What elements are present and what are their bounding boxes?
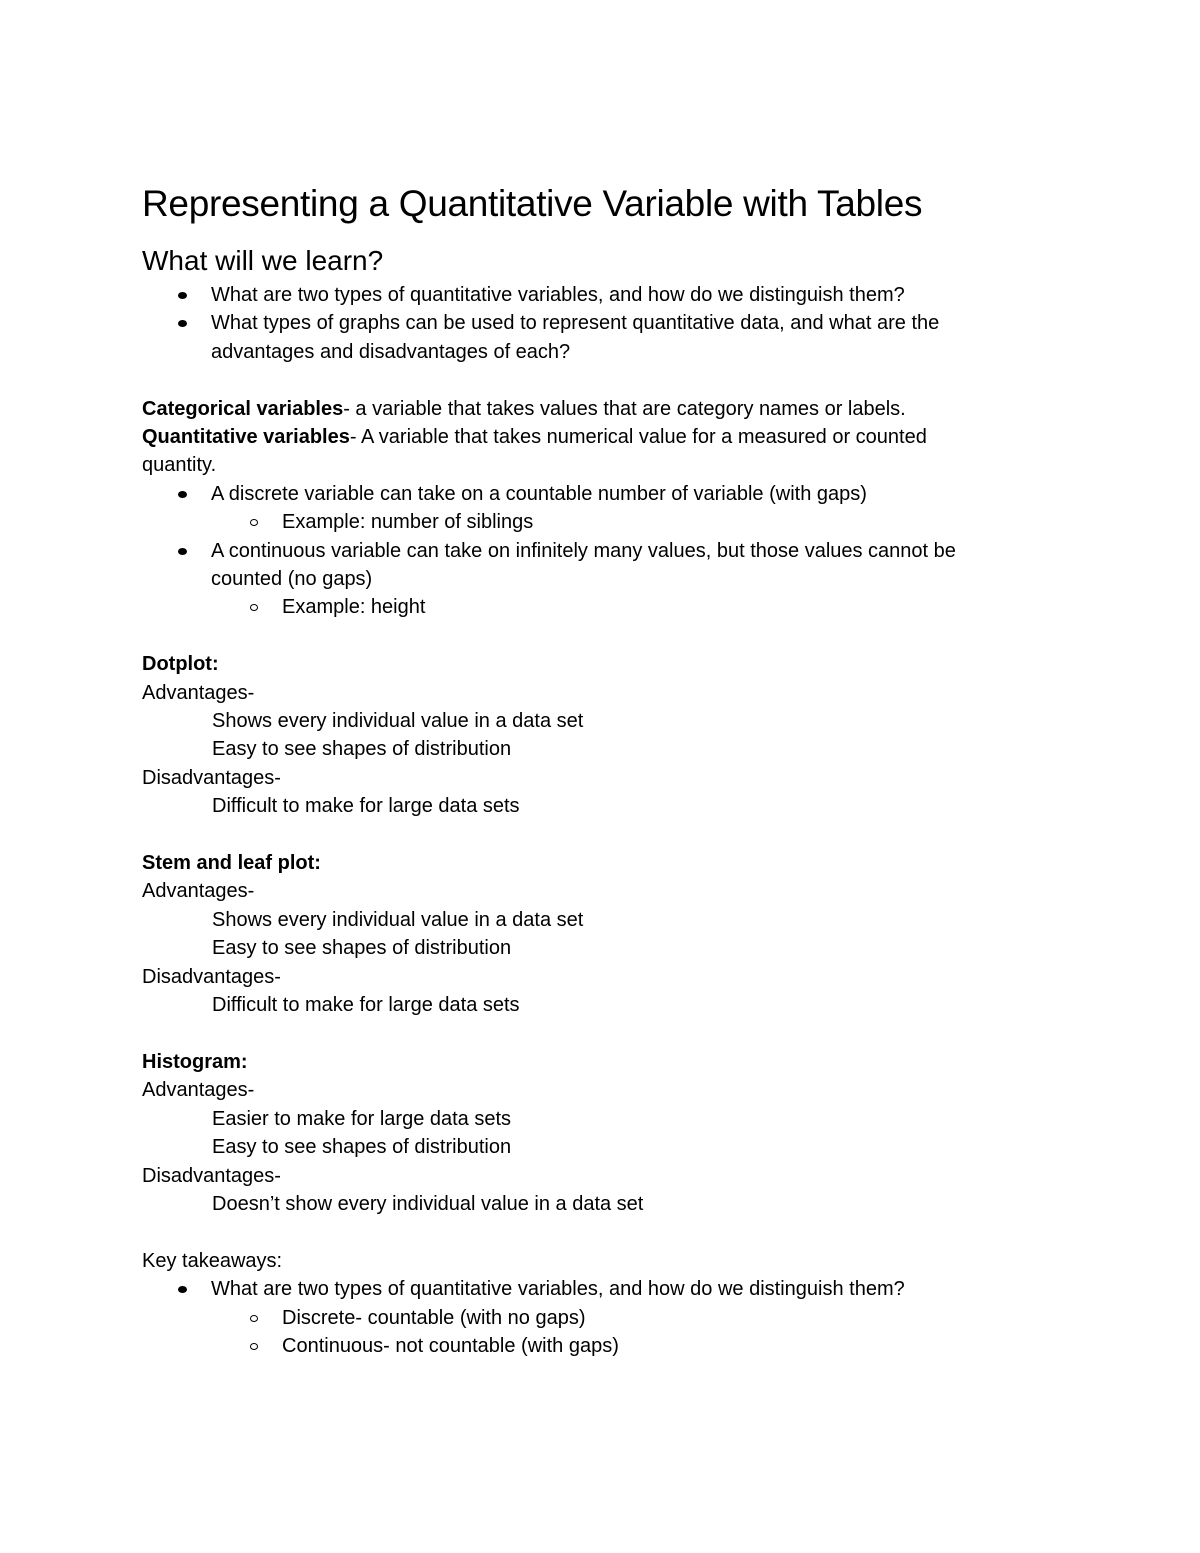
learn-heading: What will we learn? xyxy=(142,245,384,276)
advantages-label: Advantages- xyxy=(142,880,255,903)
bullet-dot-icon xyxy=(178,320,187,327)
disadvantage-item: Doesn’t show every individual value in a data set xyxy=(212,1192,644,1215)
advantage-item: Easy to see shapes of distribution xyxy=(212,937,512,960)
learn-bullet-1: What are two types of quantitative variables, and how do we distinguish them? xyxy=(142,281,1042,309)
bullet-dot-icon xyxy=(178,292,187,299)
takeaway-bullet: What are two types of quantitative variables, and how do we distinguish them? xyxy=(142,1275,1042,1303)
advantage-item: Easy to see shapes of distribution xyxy=(212,738,512,761)
takeaway-answer-discrete: Discrete- countable (with no gaps) xyxy=(142,1304,1042,1332)
continuous-bullet: A continuous variable can take on infinitely many values, but those values cannot be counted (no gaps) xyxy=(142,537,1042,594)
advantages-label: Advantages- xyxy=(142,681,255,704)
disadvantages-label: Disadvantages- xyxy=(142,766,281,789)
dotplot-heading: Dotplot: xyxy=(142,653,219,676)
disadvantage-item: Difficult to make for large data sets xyxy=(212,795,520,818)
advantage-item: Shows every individual value in a data set xyxy=(212,908,584,931)
discrete-example: Example: number of siblings xyxy=(142,508,1042,536)
bullet-dot-icon xyxy=(178,548,187,555)
bullet-dot-icon xyxy=(178,491,187,498)
stemleaf-section xyxy=(142,849,1042,1019)
bullet-circle-icon xyxy=(250,1315,258,1322)
quantitative-definition: Quantitative variables- A variable that takes numerical value for a measured or counted quantity. xyxy=(142,426,927,477)
continuous-example: Example: height xyxy=(142,593,1042,621)
dotplot-section xyxy=(142,650,1042,820)
takeaway-answer-continuous: Continuous- not countable (with gaps) xyxy=(142,1332,1042,1360)
discrete-bullet: A discrete variable can take on a countable number of variable (with gaps) xyxy=(142,480,1042,508)
takeaways-label: Key takeaways: xyxy=(142,1249,283,1272)
bullet-circle-icon xyxy=(250,1343,258,1350)
bullet-circle-icon xyxy=(250,519,258,526)
document-page xyxy=(142,178,1042,1360)
advantages-label: Advantages- xyxy=(142,1079,255,1102)
advantage-item: Shows every individual value in a data set xyxy=(212,710,584,733)
takeaways-section xyxy=(142,1247,1042,1361)
bullet-dot-icon xyxy=(178,1286,187,1293)
stemleaf-heading: Stem and leaf plot: xyxy=(142,852,321,875)
categorical-definition: Categorical variables- a variable that takes values that are category names or labels. xyxy=(142,397,906,420)
disadvantage-item: Difficult to make for large data sets xyxy=(212,994,520,1017)
advantage-item: Easier to make for large data sets xyxy=(212,1107,512,1130)
bullet-circle-icon xyxy=(250,604,258,611)
learn-bullet-2: What types of graphs can be used to represent quantitative data, and what are the advantages and disadvantages of each? xyxy=(142,309,1042,366)
histogram-section xyxy=(142,1048,1042,1218)
disadvantages-label: Disadvantages- xyxy=(142,1164,281,1187)
histogram-heading: Histogram: xyxy=(142,1050,248,1073)
advantage-item: Easy to see shapes of distribution xyxy=(212,1136,512,1159)
disadvantages-label: Disadvantages- xyxy=(142,965,281,988)
document-title: Representing a Quantitative Variable with Tables xyxy=(142,183,923,224)
